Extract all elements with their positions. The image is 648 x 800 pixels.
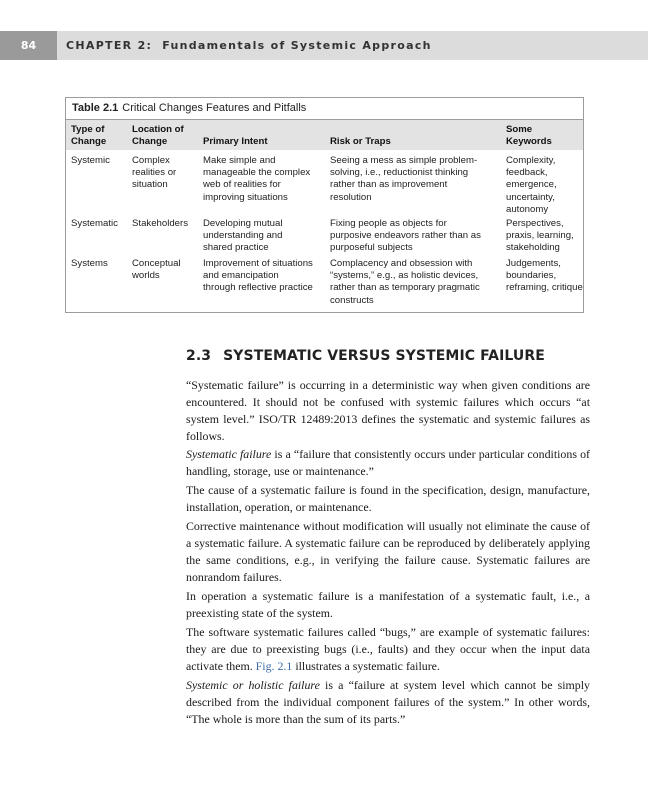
column-header-line: Change — [71, 135, 107, 147]
table-cell-line: “systems,” e.g., as holistic devices, — [330, 270, 479, 282]
paragraph-7-text: is a “failure at system level which cannot be simply described from the individual component failures of the system.” In other words, “The whole is more than the sum of its parts.” — [186, 678, 590, 726]
page-number: 84 — [0, 31, 57, 60]
table-cell-line: constructs — [330, 294, 374, 306]
table-cell-risk — [330, 155, 477, 204]
table-cell-line: shared practice — [203, 242, 269, 254]
paragraph-7 — [186, 677, 590, 728]
column-header-line: Type of — [71, 123, 105, 135]
chapter-label: CHAPTER 2: — [66, 39, 153, 52]
figure-link[interactable]: Fig. 2.1 — [255, 659, 293, 673]
term-systemic-failure: Systemic or holistic failure — [186, 678, 320, 692]
table-cell-line: Systems — [71, 258, 108, 269]
table-cell-line: boundaries, — [506, 270, 557, 282]
table-cell-line: worlds — [132, 270, 160, 282]
table-cell-intent — [203, 258, 313, 295]
paragraph-5: In operation a systematic failure is a manifestation of a systematic fault, i.e., a preexisting state of the system. — [186, 589, 590, 620]
table-cell-intent — [203, 218, 282, 255]
table-2-1 — [65, 97, 584, 313]
table-cell-line: through reflective practice — [203, 282, 313, 294]
table-cell-line: improving situations — [203, 191, 288, 203]
paragraph-4: Corrective maintenance without modification will usually not eliminate the cause of a systematic failure. A systematic failure can be reproduced by deliberately applying the same conditions, e.g., in verifying the failure cause. Systematic failures are nonrandom failures. — [186, 519, 590, 584]
table-cell-type — [71, 258, 108, 270]
column-header-risk — [330, 136, 391, 148]
table-cell-risk — [330, 258, 480, 307]
column-header-line: Keywords — [506, 135, 552, 147]
table-cell-location — [132, 218, 188, 230]
table-cell-intent — [203, 155, 310, 204]
table-cell-line: Complex — [132, 155, 170, 166]
table-cell-line: Complexity, — [506, 155, 556, 166]
table-cell-line: Systemic — [71, 155, 110, 166]
paragraph-6-end: illustrates a systematic failure. — [292, 659, 440, 673]
running-header — [0, 31, 648, 60]
table-cell-line: uncertainty, — [506, 191, 555, 203]
column-header-keywords — [506, 124, 552, 148]
table-cell-line: understanding and — [203, 230, 283, 242]
table-cell-location — [132, 155, 176, 192]
table-cell-line: web of realities for — [203, 179, 281, 191]
table-cell-keywords — [506, 155, 557, 216]
table-cell-line: Stakeholders — [132, 218, 188, 229]
table-caption-text: Critical Changes Features and Pitfalls — [122, 102, 307, 114]
table-cell-line: autonomy — [506, 203, 549, 215]
table-cell-line: Perspectives, — [506, 218, 564, 229]
section-title: SYSTEMATIC VERSUS SYSTEMIC FAILURE — [223, 348, 545, 364]
table-cell-line: purposeful subjects — [330, 242, 413, 254]
table-cell-keywords — [506, 218, 574, 255]
table-cell-line: Seeing a mess as simple problem- — [330, 155, 478, 166]
table-cell-line: and emancipation — [203, 270, 279, 282]
table-cell-line: situation — [132, 179, 168, 191]
column-header-line: Risk or Traps — [330, 135, 391, 147]
table-cell-line: resolution — [330, 191, 372, 203]
table-cell-type — [71, 155, 110, 167]
table-cell-line: Developing mutual — [203, 218, 283, 229]
table-cell-keywords — [506, 258, 583, 295]
table-cell-line: feedback, — [506, 167, 548, 179]
table-cell-line: Complacency and obsession with — [330, 258, 473, 269]
table-cell-type — [71, 218, 118, 230]
table-cell-line: stakeholding — [506, 242, 560, 254]
column-header-line: Primary Intent — [203, 135, 268, 147]
column-header-line: Some — [506, 123, 533, 135]
table-cell-line: Judgements, — [506, 258, 561, 269]
table-cell-line: Fixing people as objects for — [330, 218, 447, 229]
table-cell-line: rather than as improvement — [330, 179, 448, 191]
table-cell-line: reframing, critique — [506, 282, 583, 294]
table-cell-line: praxis, learning, — [506, 230, 574, 242]
table-cell-line: emergence, — [506, 179, 557, 191]
table-label: Table 2.1 — [72, 102, 119, 114]
section-number: 2.3 — [186, 348, 212, 364]
paragraph-2-text: is a “failure that consistently occurs under particular conditions of handling, storage, use or maintenance.” — [186, 447, 590, 478]
column-header-line: Change — [132, 135, 168, 147]
paragraph-6-text: The software systematic failures called “bugs,” are example of systematic failures: they are due to preexisting bugs (i.e., faults) and they occur when the input data activate them. — [186, 625, 590, 673]
chapter-heading — [66, 31, 432, 60]
table-cell-line: manageable the complex — [203, 167, 311, 179]
column-header-line: Location of — [132, 123, 184, 135]
paragraph-1: “Systematic failure” is occurring in a deterministic way when given conditions are encountered. It should not be confused with systemic failures which occurs “at system level.” ISO/TR 12489:2013 defines the systematic and systemic failures as follows. — [186, 378, 590, 443]
chapter-title: Fundamentals of Systemic Approach — [162, 39, 432, 52]
section-heading — [186, 348, 545, 364]
table-caption — [72, 102, 306, 114]
table-cell-line: Systematic — [71, 218, 118, 229]
column-header-location — [132, 124, 184, 148]
term-systematic-failure: Systematic failure — [186, 447, 272, 461]
paragraph-3: The cause of a systematic failure is found in the specification, design, manufacture, installation, operation, or maintenance. — [186, 483, 590, 514]
column-header-type — [71, 124, 106, 148]
table-cell-line: Make simple and — [203, 155, 276, 166]
table-cell-line: realities or — [132, 167, 177, 179]
paragraph-2 — [186, 446, 590, 480]
table-cell-location — [132, 258, 181, 282]
table-cell-line: purposive endeavors rather than as — [330, 230, 481, 242]
column-header-intent — [203, 136, 268, 148]
table-cell-line: rather than as temporary pragmatic — [330, 282, 480, 294]
table-cell-line: solving, i.e., reductionist thinking — [330, 167, 469, 179]
table-cell-risk — [330, 218, 481, 255]
table-cell-line: Improvement of situations — [203, 258, 313, 269]
paragraph-6 — [186, 624, 590, 675]
table-cell-line: Conceptual — [132, 258, 181, 269]
